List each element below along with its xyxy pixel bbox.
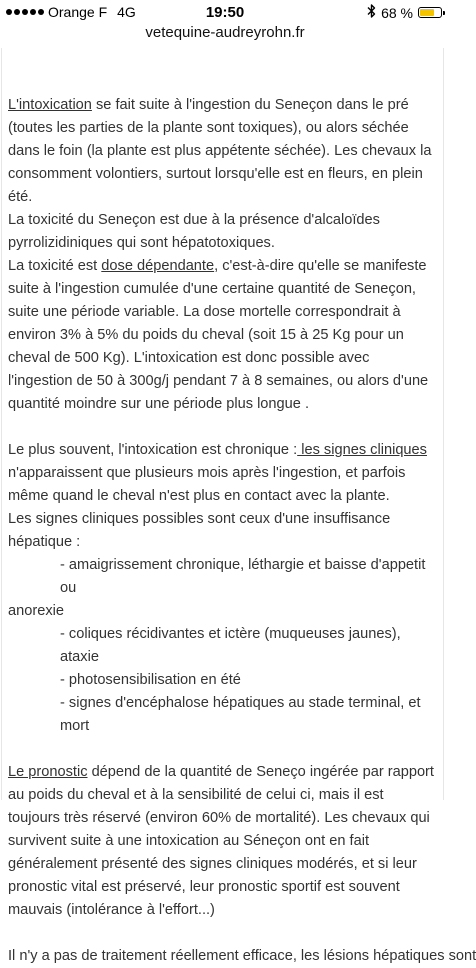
content-border-right xyxy=(443,48,444,800)
paragraph-text: La toxicité est xyxy=(8,258,102,274)
paragraph-chronic xyxy=(8,439,436,508)
paragraph-text: Le plus souvent, l'intoxication est chronique : xyxy=(8,442,298,458)
paragraph-text: , c'est-à-dire qu'elle se manifeste suite à l'ingestion cumulée d'une certaine quantité de Seneçon, suite une période variable. La dose mortelle correspondrait à environ 3% à 5% du poids du cheval (soit 15 à 25 Kg pour un cheval de 500 Kg). L'intoxication est donc possible avec l'ingestion de 50 à 300g/j pendant 7 à 8 semaines, ou alors d'une quantité moindre sur une période plus longue . xyxy=(8,258,429,412)
paragraph-dose xyxy=(8,255,436,416)
article-body xyxy=(8,94,476,968)
carrier-name: Orange F xyxy=(48,4,108,20)
paragraph-intoxication xyxy=(8,94,436,209)
status-right xyxy=(367,4,442,21)
status-bar xyxy=(0,0,450,24)
sign-item: - signes d'encéphalose hépatiques au stade terminal, et mort xyxy=(60,695,421,734)
sign-item: - photosensibilisation en été xyxy=(60,672,241,688)
sign-item: - amaigrissement chronique, léthargie et baisse d'appetit ou xyxy=(60,557,426,596)
sign-item-continuation: anorexie xyxy=(8,603,64,619)
content-border-left xyxy=(1,48,2,800)
paragraph-toxicity: La toxicité du Seneçon est due à la présence d'alcaloïdes pyrrolizidiniques qui sont hépatotoxiques. xyxy=(8,212,380,251)
url-text: vetequine-audreyrohn.fr xyxy=(145,24,305,41)
sign-item: - coliques récidivantes et ictère (muqueuses jaunes), ataxie xyxy=(60,626,401,665)
battery-percent: 68 % xyxy=(381,4,413,21)
term-clinical-signs: les signes cliniques xyxy=(297,442,427,458)
paragraph-prognosis xyxy=(8,761,436,922)
paragraph-signs-intro: Les signes cliniques possibles sont ceux d'une insuffisance hépatique : xyxy=(8,511,391,550)
paragraph-text: se fait suite à l'ingestion du Seneçon dans le pré (toutes les parties de la plante sont toxiques), ou alors séchée dans le foin (la plante est plus appétente séchée). Les chevaux la consomment volontiers, surtout lorsqu'elle est en fleurs, en plein été. xyxy=(8,97,432,205)
battery-level xyxy=(420,9,434,16)
page-content xyxy=(0,48,476,964)
term-prognosis: Le pronostic xyxy=(8,764,88,780)
clock: 19:50 xyxy=(205,4,245,21)
term-intoxication: L'intoxication xyxy=(8,97,92,113)
paragraph-text: n'apparaissent que plusieurs mois après l'ingestion, et parfois même quand le cheval n'est plus en contact avec la plante. xyxy=(8,465,406,504)
paragraph-treatment: Il n'y a pas de traitement réellement efficace, les lésions hépatiques sont xyxy=(8,948,476,964)
paragraph-text: dépend de la quantité de Seneço ingérée par rapport au poids du cheval et à la sensibilité de celui ci, mais il est toujours très réservé (environ 60% de mortalité). Les chevaux qui survivent suite à une intoxication au Séneçon ont en fait généralement présenté des signes cliniques modérés, et si leur pronostic vital est préservé, leur pronostic sportif est souvent mauvais (intolérance à l'effort...) xyxy=(8,764,434,918)
bluetooth-icon xyxy=(367,4,376,21)
battery-icon xyxy=(418,7,442,18)
network-type: 4G xyxy=(117,4,136,20)
url-bar[interactable] xyxy=(0,22,450,48)
term-dose: dose dépendante xyxy=(101,258,215,274)
